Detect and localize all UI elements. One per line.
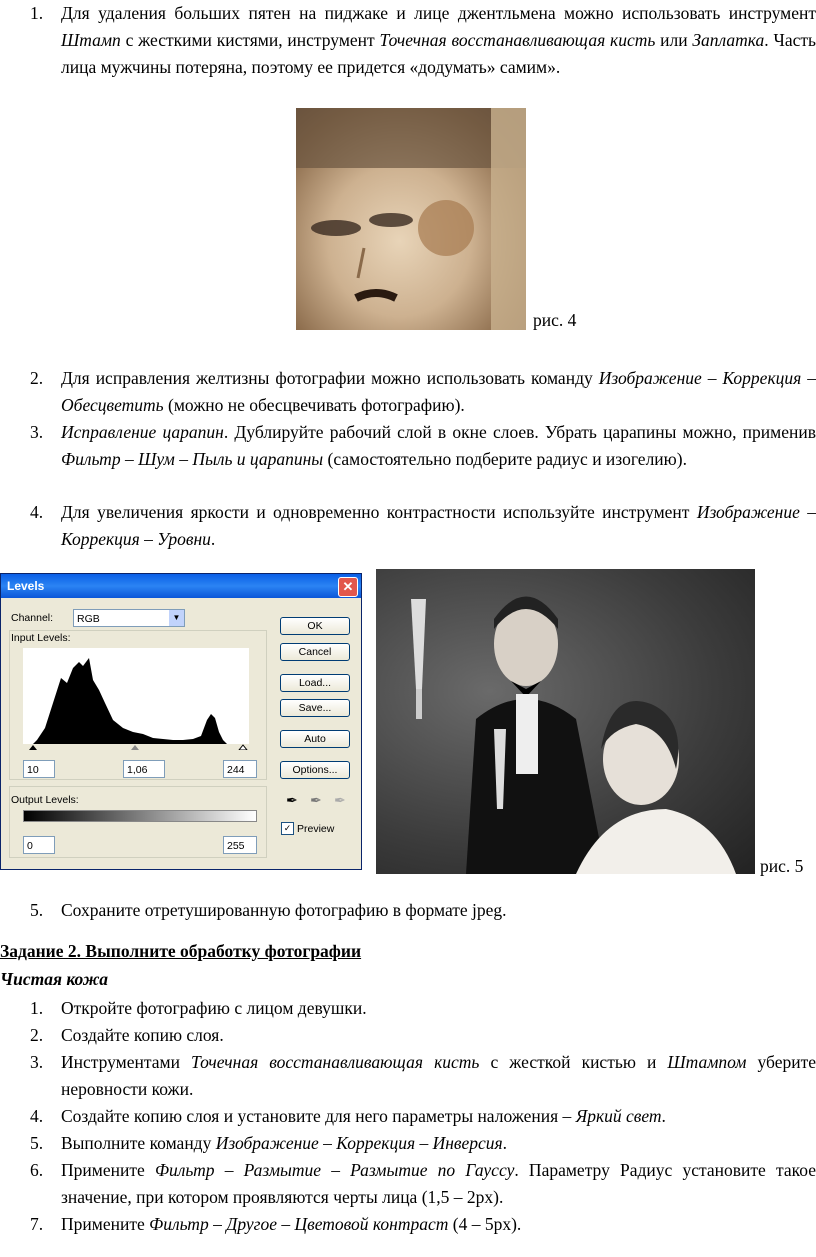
item-text: Инструментами Точечная восстанавливающая кисть с жесткой кистью и Штампом уберите неровности кожи. <box>61 1052 816 1099</box>
list-item <box>30 897 816 924</box>
list-item <box>30 1049 816 1103</box>
load-button[interactable]: Load... <box>280 674 350 692</box>
auto-button[interactable]: Auto <box>280 730 350 748</box>
item-text: Примените Фильтр – Другое – Цветовой контраст (4 – 5рх). <box>61 1214 522 1234</box>
item-text: Сохраните отретушированную фотографию в формате jpeg. <box>61 900 507 920</box>
output-gradient <box>23 810 257 822</box>
options-button[interactable]: Options... <box>280 761 350 779</box>
man-face-illustration <box>296 108 526 330</box>
retouch-photo-man-face <box>296 108 526 330</box>
input-black-field[interactable]: 10 <box>23 760 55 778</box>
channel-value: RGB <box>77 613 100 625</box>
input-levels-label: Input Levels: <box>11 632 71 644</box>
couple-illustration <box>376 569 755 874</box>
item-number: 5. <box>30 900 44 920</box>
levels-dialog <box>0 573 362 870</box>
black-eyedropper-icon[interactable]: ✒ <box>286 792 298 808</box>
dialog-title-bar <box>1 574 361 598</box>
output-white-field[interactable]: 255 <box>223 836 257 854</box>
ok-button[interactable]: OK <box>280 617 350 635</box>
chevron-down-icon[interactable]: ▼ <box>169 610 184 626</box>
list-item <box>30 995 816 1022</box>
preview-checkbox[interactable]: ✓ <box>281 822 294 835</box>
task2-heading: Задание 2. Выполните обработку фотографии <box>0 941 362 961</box>
list-item <box>30 1130 816 1157</box>
item-number: 4. <box>30 502 44 522</box>
list-item <box>30 1211 816 1238</box>
preview-label: Preview <box>297 823 335 835</box>
channel-select[interactable] <box>73 609 185 627</box>
cancel-button[interactable]: Cancel <box>280 643 350 661</box>
close-icon[interactable]: ✕ <box>338 577 358 597</box>
item-number: 4. <box>30 1106 44 1126</box>
item-number: 3. <box>30 1052 44 1072</box>
input-white-field[interactable]: 244 <box>223 760 257 778</box>
item-text: Для увеличения яркости и одновременно контрастности используйте инструмент Изображение – Коррекция – Уровни. <box>61 502 816 549</box>
white-eyedropper-icon[interactable]: ✒ <box>334 792 346 808</box>
list-item <box>30 1157 816 1211</box>
figure-caption: рис. 4 <box>533 310 577 330</box>
list-item <box>30 1022 816 1049</box>
item-text: Исправление царапин. Дублируйте рабочий слой в окне слоев. Убрать царапины можно, применив Фильтр – Шум – Пыль и царапины (самостоятельно подберите радиус и изогелию). <box>61 422 816 469</box>
item-number: 7. <box>30 1214 44 1234</box>
white-point-slider[interactable] <box>239 745 247 750</box>
item-text: Выполните команду Изображение – Коррекция – Инверсия. <box>61 1133 508 1153</box>
output-black-field[interactable]: 0 <box>23 836 55 854</box>
list-item <box>30 365 816 419</box>
item-text: Откройте фотографию с лицом девушки. <box>61 998 367 1018</box>
item-text: Создайте копию слоя и установите для него параметры наложения – Яркий свет. <box>61 1106 666 1126</box>
item-number: 3. <box>30 422 44 442</box>
item-text: Создайте копию слоя. <box>61 1025 224 1045</box>
item-text: Для исправления желтизны фотографии можно использовать команду Изображение – Коррекция – Обесцветить (можно не обесцвечивать фотографию). <box>61 368 816 415</box>
input-gamma-field[interactable]: 1,06 <box>123 760 165 778</box>
list-item <box>30 499 816 553</box>
black-point-slider[interactable] <box>29 745 37 750</box>
dialog-title: Levels <box>7 579 45 593</box>
list-item <box>30 0 816 81</box>
list-item <box>30 419 816 473</box>
item-number: 2. <box>30 368 44 388</box>
item-number: 6. <box>30 1160 44 1180</box>
histogram <box>23 648 249 750</box>
list-item <box>30 1103 816 1130</box>
gray-eyedropper-icon[interactable]: ✒ <box>310 792 322 808</box>
item-text: Для удаления больших пятен на пиджаке и лице джентльмена можно использовать инструмент Штамп с жесткими кистями, инструмент Точечная восстанавливающая кисть или Заплатка. Часть лица мужчины потеряна, поэтому ее придется «додумать» самим». <box>61 3 816 77</box>
item-number: 1. <box>30 3 44 23</box>
channel-label: Channel: <box>11 612 54 624</box>
save-button[interactable]: Save... <box>280 699 350 717</box>
retouch-photo-couple <box>376 569 755 874</box>
task2-subheading: Чистая кожа <box>0 969 109 989</box>
item-text: Примените Фильтр – Размытие – Размытие по Гауссу. Параметру Радиус установите такое значение, при котором проявляются черты лица (1,5 – 2рх). <box>61 1160 816 1207</box>
item-number: 1. <box>30 998 44 1018</box>
item-number: 5. <box>30 1133 44 1153</box>
figure-caption: рис. 5 <box>760 856 804 876</box>
gamma-slider[interactable] <box>131 745 139 750</box>
item-number: 2. <box>30 1025 44 1045</box>
output-levels-label: Output Levels: <box>11 794 79 806</box>
